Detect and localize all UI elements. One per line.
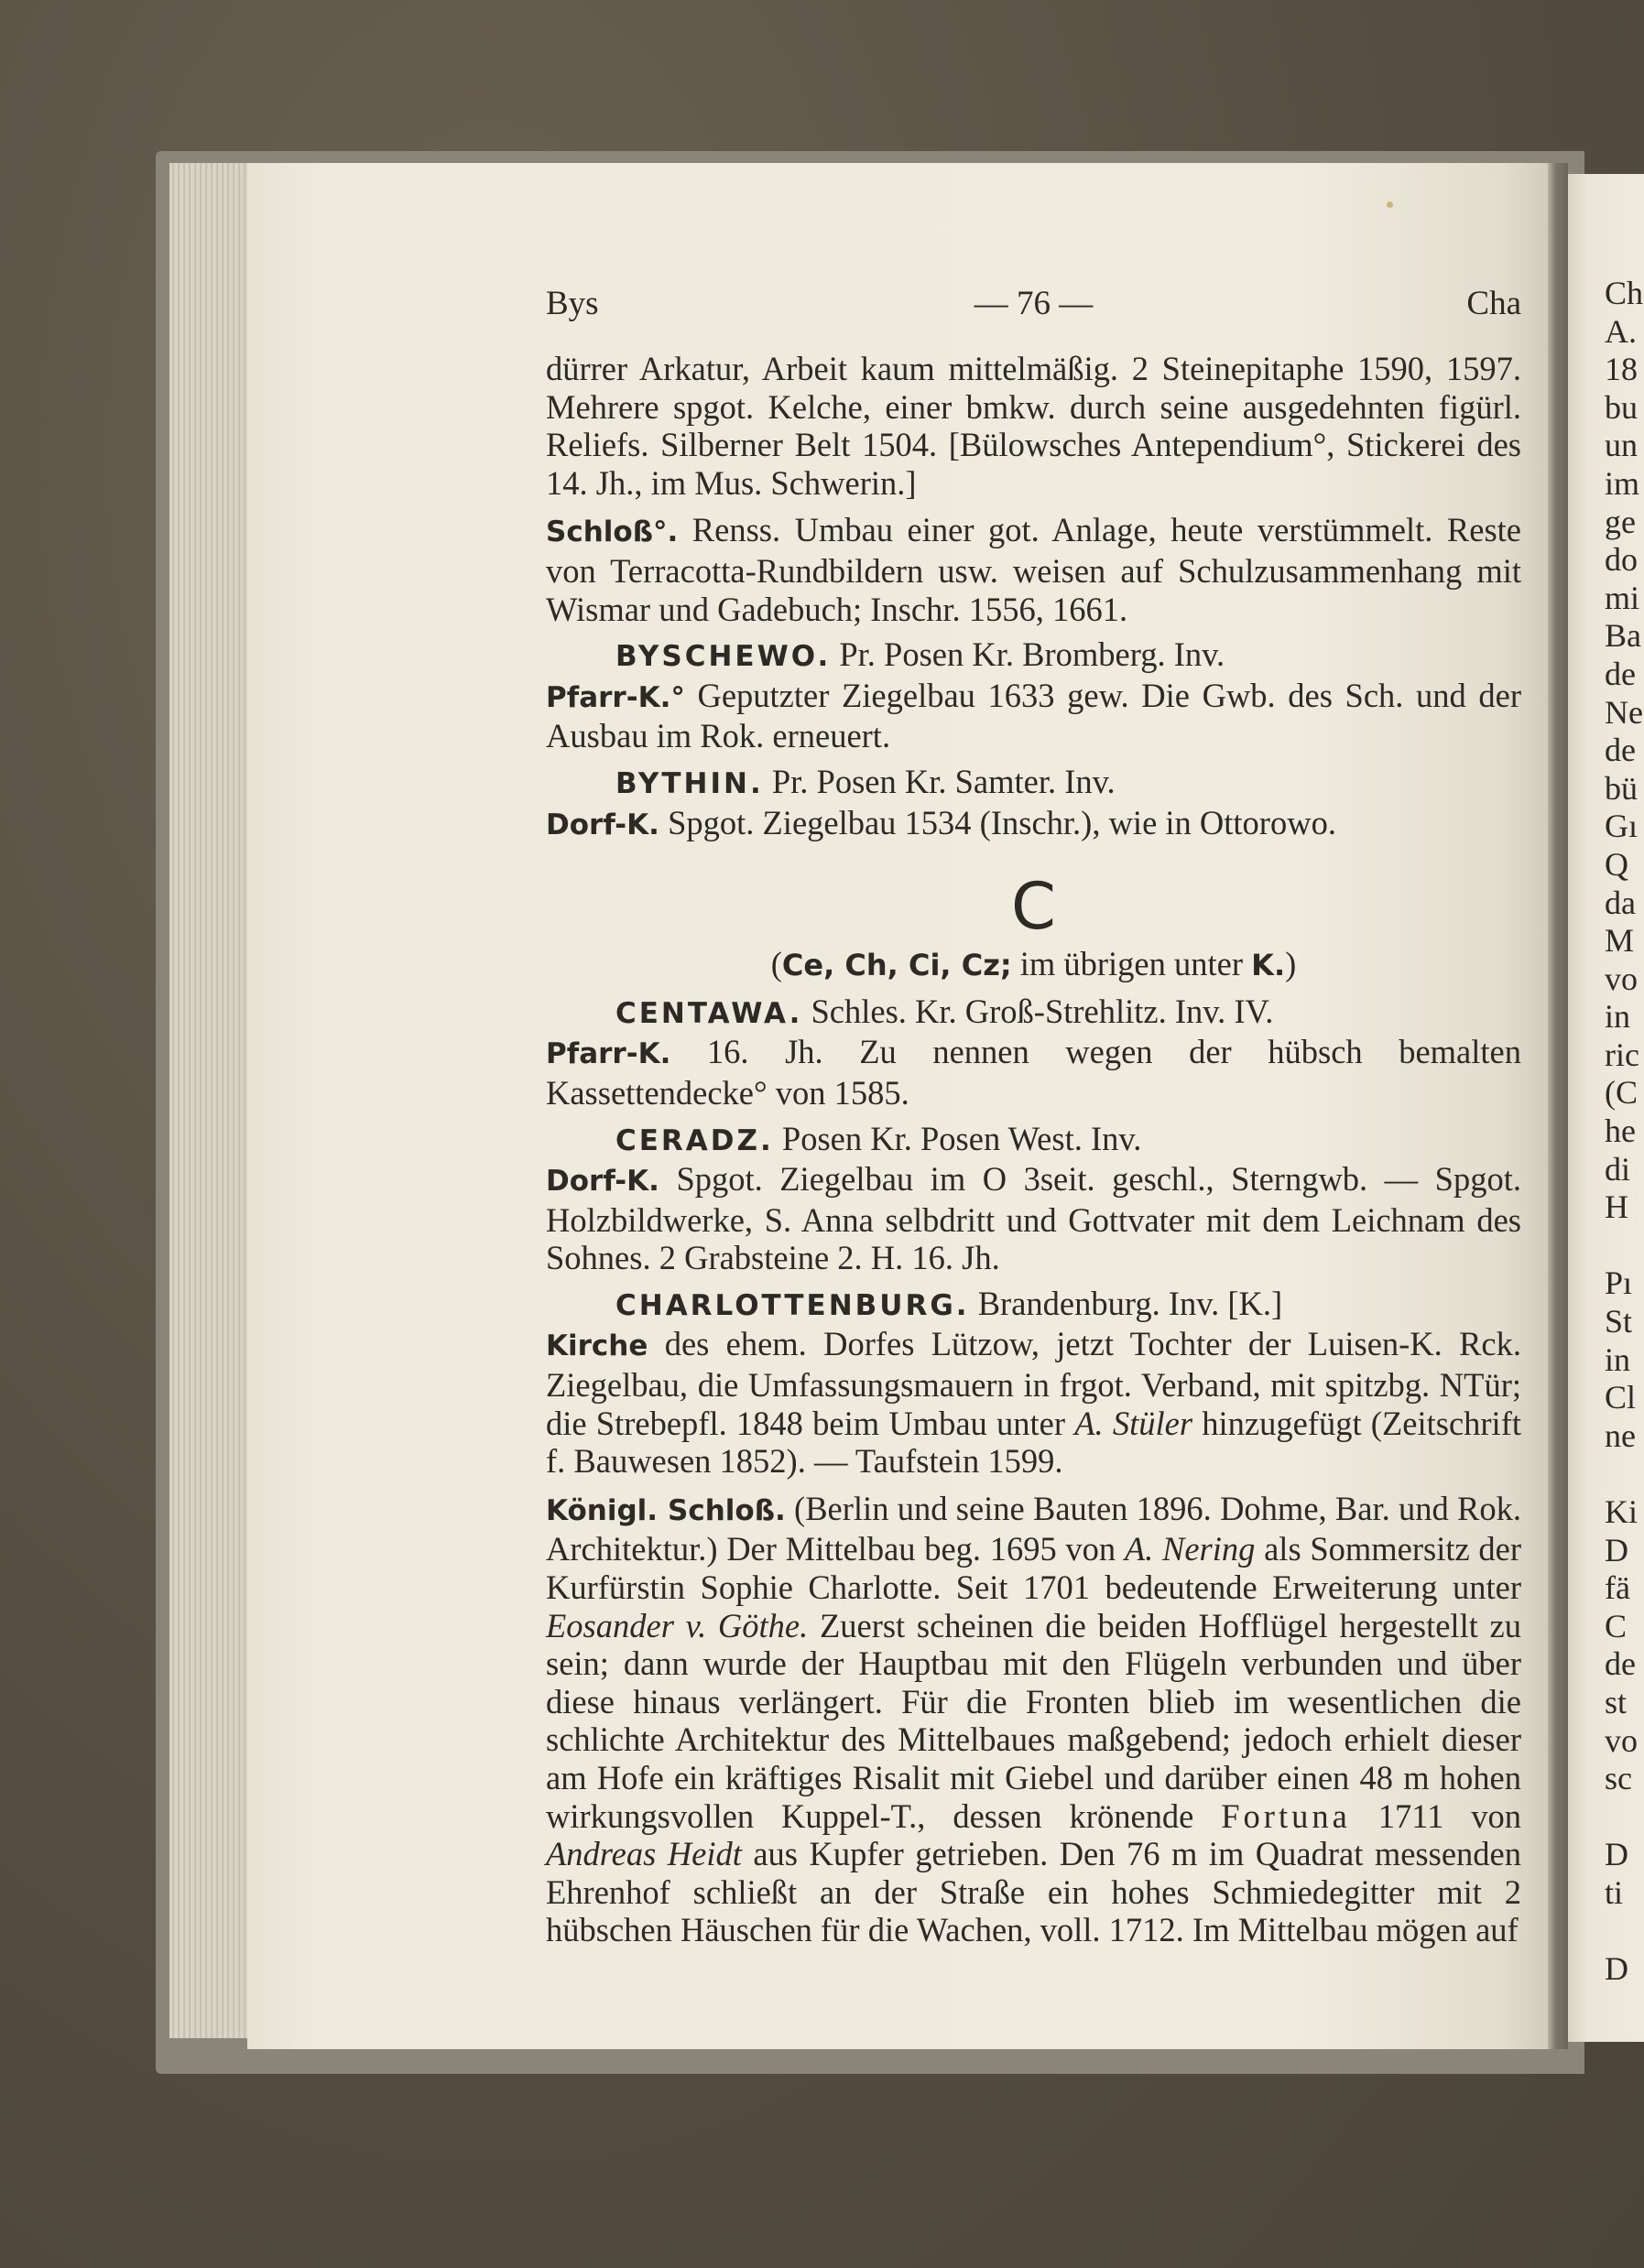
facing-page-fragment: Ne [1605, 693, 1643, 731]
paper-spot [1387, 201, 1393, 208]
paragraph [546, 1490, 1521, 1949]
facing-page-fragment: St [1605, 1303, 1633, 1340]
facing-page-fragment: ge [1605, 503, 1636, 540]
entry-label: Pfarr-K.° [546, 680, 685, 714]
entry-label: Pfarr-K. [546, 1037, 671, 1071]
entry-heading [546, 993, 1521, 1034]
facing-page-fragment: de [1605, 732, 1636, 769]
facing-page-fragment: (C [1605, 1074, 1638, 1112]
running-head [546, 275, 1521, 330]
facing-page-fragment: im [1605, 464, 1640, 502]
facing-page-fragment: de [1605, 1645, 1636, 1683]
paragraph [546, 1160, 1521, 1277]
facing-page-fragment: ric [1605, 1036, 1639, 1073]
facing-page-fragment: in [1605, 1340, 1631, 1378]
facing-page-fragment: Pı [1605, 1264, 1633, 1302]
facing-page-fragment: Gı [1605, 808, 1638, 845]
facing-page-fragment: mi [1605, 579, 1640, 616]
paragraph [546, 511, 1521, 628]
facing-page-fragment: C [1605, 1607, 1628, 1644]
paragraph-text: hinzugefügt (Zeitschrift f. Bauwesen 1852). — Taufstein 1599. [546, 1404, 1521, 1481]
entry-label: Königl. Schloß. [546, 1493, 786, 1527]
facing-page-fragment: M [1605, 922, 1635, 960]
facing-page-fragment: un [1605, 427, 1638, 464]
facing-page-fragment: ne [1605, 1416, 1636, 1454]
place-location: Schles. Kr. Groß-Strehlitz. Inv. IV. [802, 992, 1274, 1030]
entry-label: Schloß°. [546, 515, 679, 549]
facing-page-fragment: A. [1605, 312, 1637, 350]
place-location: Posen Kr. Posen West. Inv. [773, 1119, 1142, 1157]
section-letters: Ce, Ch, Ci, Cz; [781, 948, 1012, 983]
entry-heading [546, 763, 1521, 804]
place-location: Pr. Posen Kr. Samter. Inv. [763, 762, 1116, 800]
facing-page-fragment [1605, 1798, 1644, 1837]
facing-page-fragment: 18 [1605, 351, 1638, 388]
paragraph-text: 1711 von [1350, 1796, 1521, 1835]
entry-heading [546, 1285, 1521, 1326]
facing-page-fragment: Ki [1605, 1493, 1638, 1530]
paragraph [546, 1033, 1521, 1112]
facing-page-fragment: D [1605, 1836, 1628, 1873]
paragraph-text: Geputzter Ziegelbau 1633 gew. Die Gwb. des Sch. und der Ausbau im Rok. erneuert. [546, 676, 1521, 755]
running-head-right: Cha [1466, 285, 1521, 322]
facing-page-fragment: bu [1605, 388, 1638, 426]
person-name: Eosander v. Göthe. [546, 1606, 809, 1644]
person-name: A. Stüler [1074, 1404, 1193, 1442]
facing-page-fragment: Cl [1605, 1379, 1637, 1416]
section-letter: C [1011, 869, 1056, 945]
paragraph [546, 677, 1521, 755]
book-gutter [1548, 163, 1568, 2049]
facing-page-fragment: vo [1605, 960, 1638, 997]
paren: ( [770, 945, 782, 983]
facing-page-fragment [1605, 1913, 1644, 1951]
place-name: CENTAWA. [615, 996, 803, 1030]
facing-page-fragment: bü [1605, 769, 1638, 807]
facing-page-fragment: da [1605, 884, 1636, 921]
paragraph-text: aus Kupfer getrieben. Den 76 m im Quadrat messenden Ehrenhof schließt an der Straße ein hohes Schmiedegitter mit 2 hübschen Häuschen für die Wachen, voll. 1712. Im Mittelbau mögen auf [546, 1835, 1521, 1949]
entry-label: Dorf-K. [546, 1165, 659, 1199]
facing-page-fragment: Q [1605, 845, 1628, 883]
section-k: K. [1251, 948, 1286, 983]
facing-page-fragment: do [1605, 541, 1638, 579]
facing-page-fragment: Ba [1605, 617, 1641, 655]
section-note-text: im übrigen unter [1011, 945, 1252, 983]
paragraph-text: 16. Jh. Zu nennen wegen der hübsch bemalten Kassettendecke° von 1585. [546, 1033, 1521, 1112]
facing-page-fragment [1605, 1227, 1644, 1265]
facing-page-fragment: Ch [1605, 275, 1644, 311]
spaced-word: Fortuna [1221, 1796, 1351, 1835]
facing-page-fragment: st [1605, 1683, 1628, 1720]
facing-page-fragment: in [1605, 998, 1631, 1036]
place-name: BYTHIN. [615, 766, 764, 800]
facing-page-fragment: di [1605, 1150, 1631, 1188]
paragraph-text: als Sommersitz der Kurfürstin Sophie Charlotte. Seit 1701 bedeutende Erweiterung unter [546, 1530, 1522, 1607]
place-location: Pr. Posen Kr. Bromberg. Inv. [831, 635, 1225, 674]
paragraph-text: Spgot. Ziegelbau 1534 (Inschr.), wie in Ottorowo. [659, 803, 1336, 841]
paragraph-text: Zuerst scheinen die beiden Hofflügel hergestellt zu sein; dann wurde der Hauptbau mit den Flügeln verbunden und über diese hinaus verlängert. Für die Fronten blieb im wesentlichen die schlichte Architektur des Mittelbaues maßgebend; jedoch erhielt dieser am Hofe ein kräftiges Risalit mit Giebel und darüber einen 48 m hohen wirkungsvollen Kuppel-T., dessen krönende [546, 1606, 1521, 1835]
page-number: — 76 — [974, 285, 1094, 322]
page-text [546, 350, 1521, 1949]
facing-page-fragment: fä [1605, 1569, 1630, 1607]
paragraph-text: (Berlin und seine Bauten 1896. Dohme, Bar. und Rok. Architektur.) Der Mittelbau beg. 1695 von [546, 1489, 1521, 1568]
paragraph [546, 1325, 1521, 1480]
facing-page-text [1605, 275, 1644, 1989]
paragraph [546, 350, 1521, 502]
place-location: Brandenburg. Inv. [K.] [969, 1284, 1283, 1322]
facing-page-fragment: D [1605, 1531, 1628, 1568]
entry-label: Kirche [546, 1329, 648, 1363]
entry-heading [546, 1120, 1521, 1161]
paragraph-text: dürrer Arkatur, Arbeit kaum mittelmäßig. 2 Steinepitaphe 1590, 1597. Mehrere spgot. Kelche, einer bmkw. durch seine ausgedehnten figürl. Reliefs. Silberner Belt 1504. [Bülowsches Antependium°, Stickerei des 14. Jh., im Mus. Schwerin.] [546, 350, 1521, 502]
person-name: A. Nering [1124, 1530, 1256, 1568]
paren: ) [1285, 945, 1297, 983]
facing-page-fragment: sc [1605, 1760, 1632, 1797]
facing-page-fragment: vo [1605, 1721, 1638, 1759]
section-note [546, 945, 1521, 985]
facing-page-fragment: ti [1605, 1873, 1624, 1911]
facing-page-fragment: D [1605, 1950, 1628, 1988]
facing-page-fragment: H [1605, 1188, 1628, 1226]
paragraph-text: Renss. Umbau einer got. Anlage, heute verstümmelt. Reste von Terracotta-Rundbildern usw. weisen auf Schulzusammenhang mit Wismar und Gadebuch; Inschr. 1556, 1661. [546, 511, 1521, 628]
entry-heading [546, 635, 1521, 677]
paragraph [546, 804, 1521, 845]
facing-page-fragment [1605, 1455, 1644, 1493]
paragraph-text: Spgot. Ziegelbau im O 3seit. geschl., Sterngwb. — Spgot. Holzbildwerke, S. Anna selbdritt und Gottvater mit dem Leichnam des Sohnes. 2 Grabsteine 2. H. 16. Jh. [546, 1160, 1521, 1277]
paragraph-text: des ehem. Dorfes Lützow, jetzt Tochter der Luisen-K. Rck. Ziegelbau, die Umfassungsmauern in frgot. Verband, mit spitzbg. NTür; die Strebepfl. 1848 beim Umbau unter [546, 1325, 1521, 1442]
running-head-left: Bys [546, 285, 599, 322]
place-name: BYSCHEWO. [615, 640, 832, 674]
facing-page-fragment: de [1605, 655, 1636, 692]
page-edges [169, 163, 253, 2038]
entry-label: Dorf-K. [546, 808, 659, 841]
person-name: Andreas Heidt [546, 1835, 742, 1873]
facing-page-fragment: he [1605, 1112, 1636, 1150]
place-name: CHARLOTTENBURG. [615, 1288, 970, 1322]
place-name: CERADZ. [615, 1123, 774, 1157]
